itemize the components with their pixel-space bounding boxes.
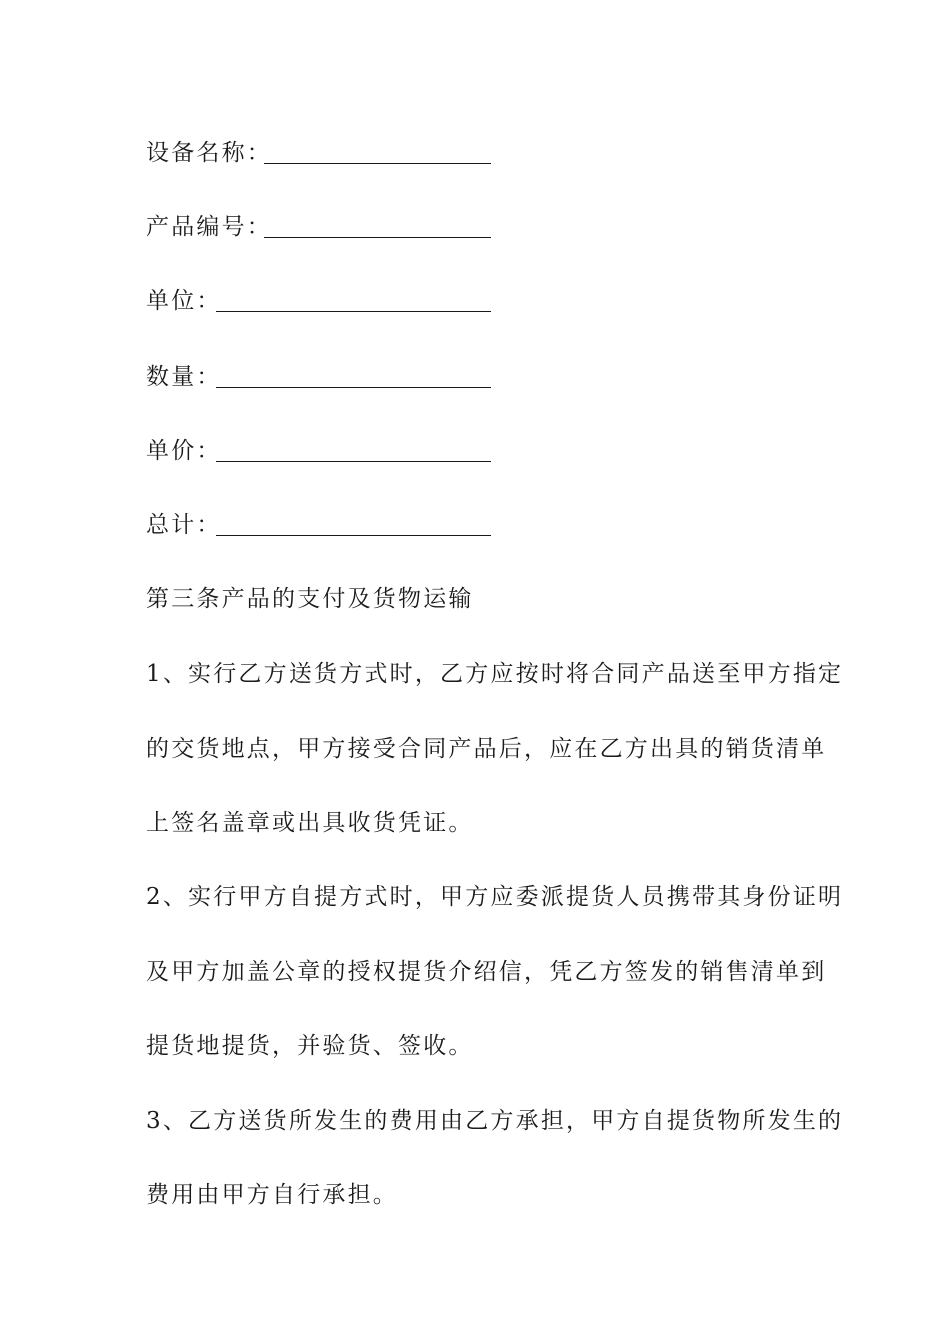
field-device-name: [146, 138, 272, 168]
paragraph-line: 的交货地点，甲方接受合同产品后，应在乙方出具的销货清单: [146, 736, 827, 762]
quantity-blank[interactable]: [216, 361, 491, 388]
field-quantity: [146, 362, 222, 392]
section-heading: 第三条产品的支付及货物运输: [146, 586, 474, 612]
total-blank[interactable]: [216, 509, 491, 536]
field-label: 单位：: [146, 288, 222, 314]
paragraph-line: 上签名盖章或出具收货凭证。: [146, 810, 474, 836]
device-name-blank[interactable]: [264, 137, 491, 164]
paragraph-line: 1、实行乙方送货方式时，乙方应按时将合同产品送至甲方指定: [146, 661, 844, 687]
paragraph-line: 3、乙方送货所发生的费用由乙方承担，甲方自提货物所发生的: [146, 1108, 844, 1134]
unit-blank[interactable]: [216, 285, 491, 312]
field-unit: [146, 286, 222, 316]
paragraph-line: 费用由甲方自行承担。: [146, 1182, 398, 1208]
field-label: 产品编号：: [146, 214, 272, 240]
unit-price-blank[interactable]: [216, 435, 491, 462]
field-label: 总计：: [146, 512, 222, 538]
paragraph-line: 及甲方加盖公章的授权提货介绍信，凭乙方签发的销售清单到: [146, 959, 827, 985]
paragraph-line: 提货地提货，并验货、签收。: [146, 1033, 474, 1059]
paragraph-line: 2、实行甲方自提方式时，甲方应委派提货人员携带其身份证明: [146, 884, 844, 910]
field-label: 数量：: [146, 364, 222, 390]
field-label: 设备名称：: [146, 140, 272, 166]
field-label: 单价：: [146, 438, 222, 464]
product-number-blank[interactable]: [264, 211, 491, 238]
field-unit-price: [146, 436, 222, 466]
field-total: [146, 510, 222, 540]
field-product-number: [146, 212, 272, 242]
